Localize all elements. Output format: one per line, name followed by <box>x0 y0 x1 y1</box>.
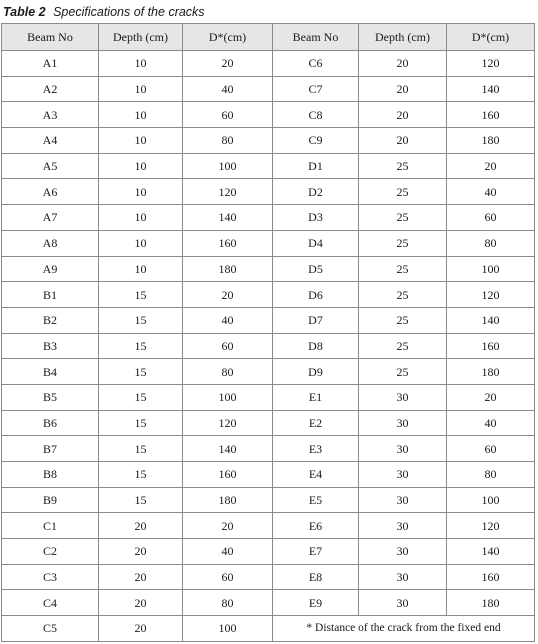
table-cell: 20 <box>447 153 535 179</box>
table-cell: C2 <box>2 539 99 565</box>
table-cell: 120 <box>447 282 535 308</box>
table-cell: 25 <box>359 307 447 333</box>
table-cell: E1 <box>273 384 359 410</box>
table-row <box>2 307 535 333</box>
table-cell: 10 <box>99 153 183 179</box>
table-title: Specifications of the cracks <box>53 5 205 19</box>
table-cell: 10 <box>99 76 183 102</box>
table-cell: A1 <box>2 51 99 77</box>
table-cell: 80 <box>183 128 273 154</box>
column-header: Depth (cm) <box>359 24 447 51</box>
table-cell: 60 <box>447 205 535 231</box>
table-cell: 20 <box>183 282 273 308</box>
table-cell: 20 <box>359 76 447 102</box>
table-row <box>2 102 535 128</box>
table-cell: E7 <box>273 539 359 565</box>
table-cell: A5 <box>2 153 99 179</box>
table-cell: D5 <box>273 256 359 282</box>
table-cell: 140 <box>183 436 273 462</box>
table-cell: E6 <box>273 513 359 539</box>
table-cell: C7 <box>273 76 359 102</box>
table-cell: C9 <box>273 128 359 154</box>
table-cell: 15 <box>99 384 183 410</box>
table-cell: A8 <box>2 230 99 256</box>
table-cell: E2 <box>273 410 359 436</box>
table-cell: 60 <box>183 333 273 359</box>
column-header: Beam No <box>2 24 99 51</box>
table-cell: 20 <box>183 513 273 539</box>
table-cell: 160 <box>447 102 535 128</box>
table-cell: 120 <box>447 513 535 539</box>
table-row <box>2 410 535 436</box>
table-cell: 80 <box>447 462 535 488</box>
table-cell: D3 <box>273 205 359 231</box>
table-cell: 15 <box>99 333 183 359</box>
table-body <box>2 51 535 642</box>
table-row <box>2 179 535 205</box>
table-cell: A4 <box>2 128 99 154</box>
table-cell: C1 <box>2 513 99 539</box>
table-cell: 20 <box>99 616 183 642</box>
table-cell: 15 <box>99 359 183 385</box>
table-cell: 30 <box>359 513 447 539</box>
table-cell: E5 <box>273 487 359 513</box>
table-cell: 160 <box>183 462 273 488</box>
table-cell: 30 <box>359 564 447 590</box>
table-cell: 140 <box>447 307 535 333</box>
table-cell: 10 <box>99 51 183 77</box>
table-cell: 160 <box>447 333 535 359</box>
table-cell: 60 <box>183 102 273 128</box>
table-cell: 30 <box>359 384 447 410</box>
table-cell: B9 <box>2 487 99 513</box>
table-cell: 20 <box>99 513 183 539</box>
table-cell: C3 <box>2 564 99 590</box>
table-cell: C6 <box>273 51 359 77</box>
table-cell: 40 <box>183 539 273 565</box>
table-cell: C5 <box>2 616 99 642</box>
table-row <box>2 76 535 102</box>
table-cell: A9 <box>2 256 99 282</box>
table-caption <box>3 2 205 22</box>
table-cell: 25 <box>359 282 447 308</box>
table-cell: B1 <box>2 282 99 308</box>
table-cell: 20 <box>359 128 447 154</box>
table-cell: C4 <box>2 590 99 616</box>
table-row <box>2 616 535 642</box>
table-cell: 30 <box>359 590 447 616</box>
table-cell: 20 <box>359 102 447 128</box>
table-cell: 120 <box>447 51 535 77</box>
table-cell: B5 <box>2 384 99 410</box>
table-cell: 180 <box>447 359 535 385</box>
table-row <box>2 282 535 308</box>
table-cell: 120 <box>183 179 273 205</box>
table-cell: 25 <box>359 333 447 359</box>
table-cell: D4 <box>273 230 359 256</box>
table-cell: 20 <box>447 384 535 410</box>
table-row <box>2 436 535 462</box>
table-row <box>2 539 535 565</box>
table-cell: B3 <box>2 333 99 359</box>
table-cell: 100 <box>447 256 535 282</box>
crack-specifications-table <box>1 23 535 642</box>
table-cell: 20 <box>99 590 183 616</box>
table-row <box>2 205 535 231</box>
table-cell: 10 <box>99 205 183 231</box>
table-cell: 15 <box>99 487 183 513</box>
table-cell: 25 <box>359 256 447 282</box>
table-cell: 40 <box>447 179 535 205</box>
table-row <box>2 256 535 282</box>
table-cell: E8 <box>273 564 359 590</box>
table-cell: 25 <box>359 179 447 205</box>
column-header: Depth (cm) <box>99 24 183 51</box>
table-cell: E3 <box>273 436 359 462</box>
table-cell: 25 <box>359 205 447 231</box>
table-cell: 180 <box>447 590 535 616</box>
table-cell: 20 <box>183 51 273 77</box>
table-cell: 100 <box>183 153 273 179</box>
table-cell: 140 <box>447 76 535 102</box>
table-cell: 40 <box>183 76 273 102</box>
table-cell: 100 <box>447 487 535 513</box>
table-cell: 40 <box>183 307 273 333</box>
table-row <box>2 153 535 179</box>
table-cell: 15 <box>99 307 183 333</box>
table-row <box>2 513 535 539</box>
table-cell: 80 <box>183 359 273 385</box>
table-row <box>2 590 535 616</box>
table-row <box>2 384 535 410</box>
table-cell: 80 <box>447 230 535 256</box>
table-cell: B7 <box>2 436 99 462</box>
table-row <box>2 333 535 359</box>
table-cell: 30 <box>359 539 447 565</box>
table-cell: 30 <box>359 410 447 436</box>
table-cell: 25 <box>359 153 447 179</box>
table-cell: 160 <box>183 230 273 256</box>
column-header: Beam No <box>273 24 359 51</box>
table-cell: B2 <box>2 307 99 333</box>
table-cell: 20 <box>359 51 447 77</box>
table-cell: 40 <box>447 410 535 436</box>
table-cell: D8 <box>273 333 359 359</box>
table-cell: A7 <box>2 205 99 231</box>
table-cell: B8 <box>2 462 99 488</box>
table-cell: 180 <box>447 128 535 154</box>
table-cell: 10 <box>99 128 183 154</box>
table-cell: 180 <box>183 487 273 513</box>
column-header: D*(cm) <box>447 24 535 51</box>
table-cell: 30 <box>359 462 447 488</box>
column-header: D*(cm) <box>183 24 273 51</box>
table-cell: 20 <box>99 564 183 590</box>
table-cell: 15 <box>99 410 183 436</box>
table-row <box>2 230 535 256</box>
table-row <box>2 359 535 385</box>
table-header-row <box>2 24 535 51</box>
table-cell: 10 <box>99 102 183 128</box>
footnote: * Distance of the crack from the fixed end <box>273 616 535 642</box>
table-cell: 20 <box>99 539 183 565</box>
table-cell: 10 <box>99 230 183 256</box>
table-cell: 80 <box>183 590 273 616</box>
table-cell: D7 <box>273 307 359 333</box>
table-cell: 30 <box>359 487 447 513</box>
table-cell: 160 <box>447 564 535 590</box>
table-cell: A6 <box>2 179 99 205</box>
table-cell: 180 <box>183 256 273 282</box>
table-cell: A2 <box>2 76 99 102</box>
table-row <box>2 462 535 488</box>
table-cell: 60 <box>447 436 535 462</box>
table-row <box>2 487 535 513</box>
table-cell: D1 <box>273 153 359 179</box>
table-cell: 25 <box>359 230 447 256</box>
table-cell: 15 <box>99 436 183 462</box>
table-cell: B6 <box>2 410 99 436</box>
table-cell: D6 <box>273 282 359 308</box>
table-number: Table 2 <box>3 5 46 19</box>
table-cell: E4 <box>273 462 359 488</box>
table-cell: B4 <box>2 359 99 385</box>
table-cell: A3 <box>2 102 99 128</box>
table-cell: 30 <box>359 436 447 462</box>
table-cell: 25 <box>359 359 447 385</box>
table-cell: 10 <box>99 256 183 282</box>
table-cell: E9 <box>273 590 359 616</box>
table-cell: 15 <box>99 462 183 488</box>
table-row <box>2 564 535 590</box>
table-cell: 15 <box>99 282 183 308</box>
table-cell: 100 <box>183 616 273 642</box>
table-cell: D9 <box>273 359 359 385</box>
table-cell: 120 <box>183 410 273 436</box>
table-cell: 60 <box>183 564 273 590</box>
table-cell: 100 <box>183 384 273 410</box>
table-cell: 140 <box>447 539 535 565</box>
table-cell: 140 <box>183 205 273 231</box>
table-cell: 10 <box>99 179 183 205</box>
table-cell: C8 <box>273 102 359 128</box>
table-row <box>2 51 535 77</box>
table-cell: D2 <box>273 179 359 205</box>
table-row <box>2 128 535 154</box>
